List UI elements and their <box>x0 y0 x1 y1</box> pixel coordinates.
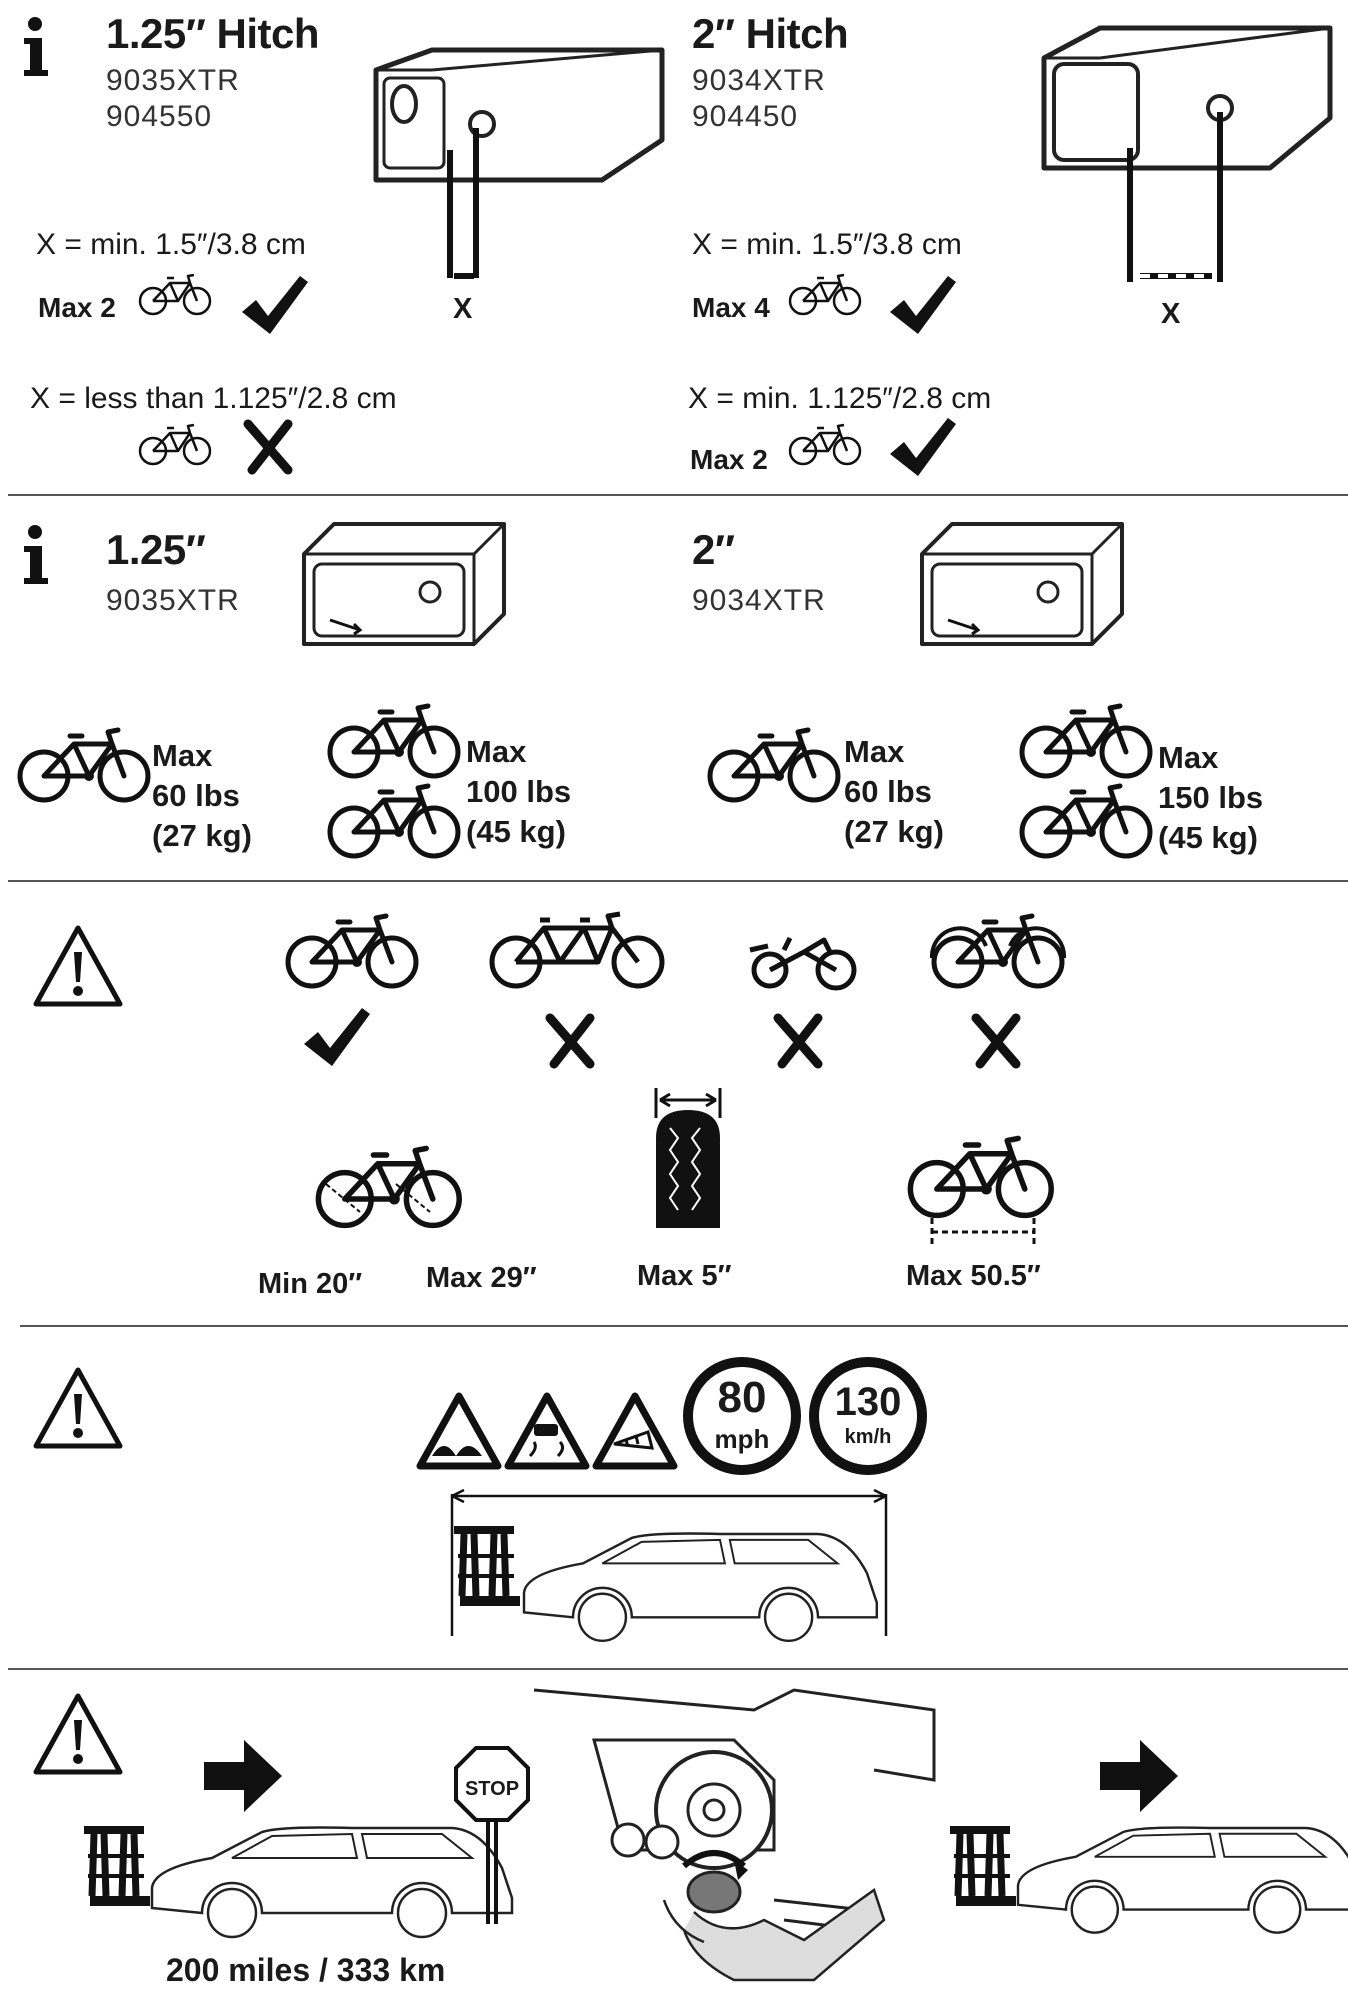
bike-icon <box>334 786 458 866</box>
weight-kg: (45 kg) <box>1158 820 1258 855</box>
speed-mph-unit: mph <box>714 1424 770 1454</box>
weight-max: Max <box>152 738 213 773</box>
bumpy-road-sign-icon <box>416 1392 502 1470</box>
bike-type-fenders-icon <box>928 910 1068 1000</box>
weight-lbs: 100 lbs <box>466 774 572 809</box>
rule-less-than: X = less than 1.125″/2.8 cm <box>30 382 397 415</box>
weight-limit-double <box>1158 738 1263 858</box>
forward-arrow-icon <box>204 1740 284 1812</box>
tire-width-illustration <box>650 1088 730 1238</box>
max-wheelbase-label: Max 50.5″ <box>906 1260 1041 1292</box>
rule-min-clearance: X = min. 1.5″/3.8 cm <box>692 228 962 261</box>
weight-lbs: 150 lbs <box>1158 780 1264 815</box>
cross-icon <box>778 1018 828 1068</box>
bike-type-tandem-icon <box>488 910 668 1000</box>
stop-sign-text: STOP <box>464 1778 520 1800</box>
part-code: 9034XTR <box>692 64 826 97</box>
check-icon <box>890 288 960 348</box>
bike-icon <box>1026 786 1150 866</box>
speed-mph-value: 80 <box>717 1373 767 1422</box>
rule-min-clearance-b: X = min. 1.125″/2.8 cm <box>688 382 992 415</box>
max-bikes-label: Max 4 <box>692 292 770 323</box>
bike-type-recumbent-icon <box>744 930 864 1000</box>
hitch-tube-illustration <box>918 520 1130 650</box>
rule-min-clearance: X = min. 1.5″/3.8 cm <box>36 228 306 261</box>
weight-lbs: 60 lbs <box>152 778 240 813</box>
bike-icon <box>140 420 210 470</box>
slippery-road-sign-icon <box>504 1392 590 1470</box>
part-code: 904550 <box>106 100 213 133</box>
bike-icon <box>790 270 860 320</box>
min-wheel-size-label: Min 20″ <box>258 1268 363 1300</box>
weight-kg: (27 kg) <box>844 814 944 849</box>
speed-kmh-value: 130 <box>834 1380 902 1424</box>
weight-limit-double <box>466 732 571 852</box>
car-with-bikes-illustration <box>84 1820 484 1950</box>
bike-icon <box>334 706 458 786</box>
tighten-knob-illustration <box>534 1680 934 1980</box>
bike-icon <box>140 270 210 320</box>
warning-icon <box>34 924 126 1010</box>
bike-type-standard-icon <box>284 910 424 1000</box>
cross-icon <box>976 1018 1026 1068</box>
check-distance-label: 200 miles / 333 km <box>166 1952 446 1988</box>
weight-limit-single <box>844 732 944 852</box>
forward-arrow-icon <box>1100 1740 1180 1812</box>
bike-icon <box>1026 706 1150 786</box>
weight-max: Max <box>1158 740 1219 775</box>
max-tire-width-label: Max 5″ <box>637 1260 732 1292</box>
part-code: 9035XTR <box>106 64 240 97</box>
warning-icon <box>34 1366 126 1452</box>
check-icon <box>304 1020 374 1080</box>
weight-lbs: 60 lbs <box>844 774 932 809</box>
wheelbase-bike-illustration <box>892 1118 1072 1248</box>
hitch-receiver-125-illustration <box>372 20 672 320</box>
bike-icon <box>790 420 860 470</box>
stop-sign-icon <box>454 1746 530 1926</box>
info-icon <box>22 18 52 78</box>
size-125-title: 1.25″ <box>106 526 206 573</box>
warning-icon <box>34 1692 126 1778</box>
weight-max: Max <box>466 734 527 769</box>
hitch-125-title: 1.25″ Hitch <box>106 10 320 57</box>
max-wheel-size-label: Max 29″ <box>426 1262 537 1294</box>
part-code: 904450 <box>692 100 799 133</box>
info-icon <box>22 526 52 586</box>
crosswind-sign-icon <box>592 1392 678 1470</box>
hitch-2-title: 2″ Hitch <box>692 10 849 57</box>
x-dimension-label: X <box>453 293 473 325</box>
section-divider <box>8 1668 1348 1670</box>
car-with-bikes-illustration <box>950 1820 1348 1950</box>
max-bikes-label: Max 2 <box>690 444 768 475</box>
part-code: 9035XTR <box>106 584 240 617</box>
hitch-tube-illustration <box>300 520 512 650</box>
weight-kg: (45 kg) <box>466 814 566 849</box>
cross-icon <box>248 424 298 474</box>
wheel-size-bike-illustration <box>300 1128 480 1248</box>
section-divider <box>8 880 1348 882</box>
section-divider <box>20 1325 1348 1327</box>
part-code: 9034XTR <box>692 584 826 617</box>
check-icon <box>890 430 960 490</box>
weight-max: Max <box>844 734 905 769</box>
bike-icon <box>24 730 148 810</box>
cross-icon <box>550 1018 600 1068</box>
vehicle-length-illustration <box>450 1486 900 1656</box>
check-icon <box>242 288 312 348</box>
bike-icon <box>714 730 838 810</box>
hitch-receiver-2-illustration <box>1040 8 1340 308</box>
size-2-title: 2″ <box>692 526 735 573</box>
section-divider <box>8 494 1348 496</box>
x-dimension-label: X <box>1161 298 1181 330</box>
weight-kg: (27 kg) <box>152 818 252 853</box>
max-bikes-label: Max 2 <box>38 292 116 323</box>
speed-kmh-unit: km/h <box>844 1426 892 1448</box>
weight-limit-single <box>152 736 252 856</box>
